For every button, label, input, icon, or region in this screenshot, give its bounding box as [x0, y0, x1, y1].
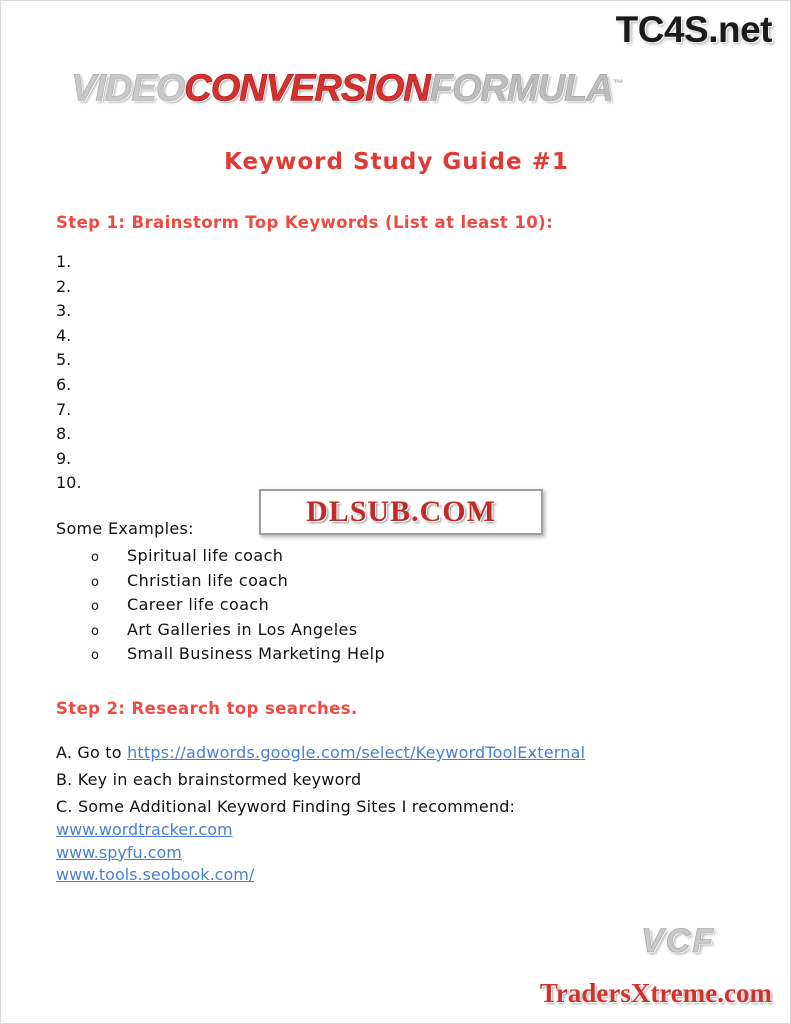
list-item-label: Career life coach	[127, 595, 270, 615]
seobook-tools-link[interactable]: www.tools.seobook.com/	[56, 865, 255, 884]
tc4s-watermark: TC4S.net	[615, 9, 772, 50]
resource-link-row	[56, 842, 254, 865]
video-conversion-formula-logo	[71, 61, 721, 110]
wordtracker-link[interactable]: www.wordtracker.com	[56, 820, 233, 839]
bullet-marker-icon: o	[91, 550, 99, 565]
list-item: 8.	[56, 424, 72, 444]
list-item-label: Spiritual life coach	[127, 546, 284, 565]
numbered-blank-list	[56, 250, 81, 496]
instruction-line-a	[56, 739, 585, 766]
trademark-symbol: ™	[612, 78, 623, 90]
list-item-label: Art Galleries in Los Angeles	[127, 619, 358, 639]
bullet-marker-icon: o	[91, 574, 99, 590]
examples-list	[91, 544, 385, 667]
page-title: Keyword Study Guide #1	[224, 149, 569, 175]
dlsub-watermark: DLSUB.COM	[259, 489, 543, 535]
list-item: 2.	[56, 276, 72, 296]
list-item: 6.	[56, 374, 72, 394]
instruction-line-b: B. Key in each brainstormed keyword	[56, 770, 362, 789]
spyfu-link[interactable]: www.spyfu.com	[56, 842, 182, 862]
list-item: 4.	[56, 325, 72, 345]
examples-label: Some Examples:	[56, 519, 194, 538]
adwords-keyword-tool-link[interactable]: https://adwords.google.com/select/KeywordToolExternal	[127, 743, 586, 762]
vcf-footer-logo: VCF	[641, 922, 715, 960]
bullet-marker-icon: o	[91, 599, 99, 615]
bullet-marker-icon: o	[91, 648, 99, 664]
list-item: 10.	[56, 473, 82, 493]
list-item: 5.	[56, 350, 72, 370]
tradersxtreme-watermark: TradersXtreme.com	[539, 978, 772, 1008]
list-item: 1.	[56, 252, 72, 271]
logo-word-video: VIDEO	[71, 67, 185, 110]
list-item	[91, 642, 385, 667]
list-item: 7.	[56, 399, 72, 419]
logo-word-formula: FORMULA	[429, 67, 613, 110]
resource-link-row	[56, 864, 254, 887]
bullet-marker-icon: o	[91, 623, 99, 639]
list-item	[91, 618, 385, 643]
logo-word-conversion: CONVERSION	[184, 67, 430, 110]
list-item	[91, 544, 385, 569]
list-item: 9.	[56, 448, 72, 468]
step-2-heading: Step 2: Research top searches.	[56, 699, 358, 718]
step-1-heading: Step 1: Brainstorm Top Keywords (List at least 10):	[56, 213, 554, 232]
list-item	[91, 593, 385, 618]
instruction-prefix: A. Go to	[56, 743, 128, 762]
list-item	[91, 569, 385, 594]
resource-link-row	[56, 819, 254, 842]
instruction-line-c: C. Some Additional Keyword Finding Sites I recommend:	[56, 797, 516, 816]
step-2-instructions	[56, 739, 585, 820]
resource-links	[56, 819, 254, 887]
list-item: 3.	[56, 301, 72, 321]
list-item-label: Small Business Marketing Help	[127, 644, 386, 664]
list-item-label: Christian life coach	[127, 570, 289, 590]
